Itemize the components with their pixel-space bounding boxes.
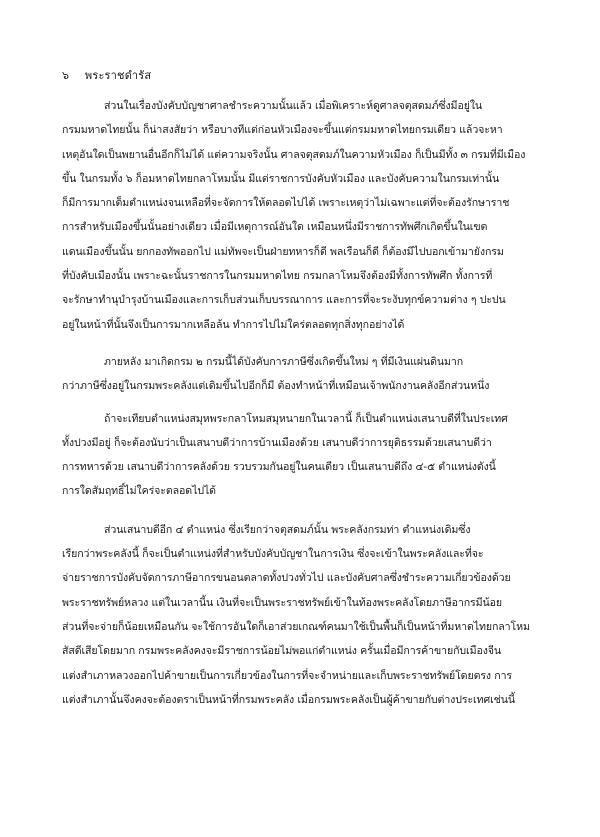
text-line: แต่งสำเภานั้นจึงคงจะต้องตราเป็นหน้าที่กรมพระคลัง เมื่อกรมพระคลังเป็นผู้ค้าขายกับต่างประเทศเช่นนี้ bbox=[62, 693, 515, 706]
text-line: ถ้าจะเทียบตำแหน่งสมุหพระกลาโหมสมุหนายกในเวลานี้ ก็เป็นตำแหน่งเสนาบดีที่ในประเทศ bbox=[104, 412, 508, 425]
page-header bbox=[62, 66, 151, 84]
text-line: แต่งสำเภาหลวงออกไปค้าขายเป็นการเกี่ยวข้องในการที่จะจำหน่ายและเก็บพระราชทรัพย์โดยตรง การ bbox=[62, 669, 513, 682]
paragraph bbox=[62, 94, 562, 337]
text-line: ส่วนที่จะจ่ายก็น้อยเหมือนกัน จะใช้การอันใดก็เอาส่วยเกณฑ์คนมาใช้เป็นพื้นก็เป็นหน้าที่มหาดไทยกลาโหม bbox=[62, 620, 530, 633]
text-line: การสำหรับเมืองขึ้นนั้นอย่างเดียว เมื่อมีเหตุการณ์อันใด เหมือนหนึ่งมีราชการทัพศึกเกิดขึ้นในเขต bbox=[62, 221, 488, 234]
text-line: การทหารด้วย เสนาบดีว่าการคลังด้วย รวบรวมกันอยู่ในคนเดียว เป็นเสนาบดีถึง ๔-๕ ตำแหน่งดังนี้ bbox=[62, 461, 496, 474]
text-line: ส่วนในเรื่องบังคับบัญชาศาลชำระความนั้นแล้ว เมื่อพิเคราะห์ดูศาลจตุสดมภ์ซึ่งมีอยู่ใน bbox=[104, 100, 483, 112]
text-line: พระราชทรัพย์หลวง แต่ในเวลานี้น เงินที่จะเป็นพระราชทรัพย์เข้าในท้องพระคลังโดยภาษีอากรมีน้อย bbox=[62, 596, 503, 609]
text-line: สัสดีเสียโดยมาก กรมพระคลังคงจะมีราชการน้อยไม่พอแก่ตำแหน่ง ครั้นเมื่อมีการค้าขายกับเมืองจีน bbox=[62, 645, 502, 658]
paragraph bbox=[62, 518, 562, 712]
text-line: กว่าภาษีซึ่งอยู่ในกรมพระคลังแต่เดิมขึ้นไปอีกก็มี ต้องทำหน้าที่เหมือนเจ้าพนักงานคลังอีกส่วนหนึ่ง bbox=[62, 380, 490, 393]
text-line: เหตุอันใดเป็นพยานอื่นอีกก็ไม่ได้ แต่ความจริงนั้น ศาลจตุสดมภ์ในความหัวเมือง ก็เป็นมีทั้ง ๓ กรมที่มีเมือง bbox=[62, 148, 526, 161]
text-line: เรียกว่าพระคลังนี้ ก็จะเป็นตำแหน่งที่สำหรับบังคับบัญชาในการเงิน ซึ่งจะเข้าในพระคลังและที่จะ bbox=[62, 548, 484, 561]
text-line: ทั้งปวงมีอยู่ ก็จะต้องนับว่าเป็นเสนาบดีว่าการบ้านเมืองด้วย เสนาบดีว่าการยุติธรรมด้วยเสนาบดีว่า bbox=[62, 436, 492, 449]
text-line: ส่วนเสนาบดีอีก ๔ ตำแหน่ง ซึ่งเรียกว่าจตุสดมภ์นั้น พระคลังกรมท่า ตำแหน่งเดิมซึ่ง bbox=[104, 523, 471, 536]
text-line: จะรักษาทำนุบำรุงบ้านเมืองและการเก็บส่วนเก็บบรรณาการ และการที่จะระงับทุกข์ความต่าง ๆ ปะปน bbox=[62, 294, 506, 307]
page-number: ๖ bbox=[62, 69, 70, 82]
running-title: พระราชดำรัส bbox=[84, 69, 152, 82]
text-line: ที่บังคับเมืองนั้น เพราะฉะนั้นราชการในกรมมหาดไทย กรมกลาโหมจึงต้องมีทั้งการทัพศึก ทั้งการที่ bbox=[62, 270, 493, 283]
text-line: ภายหลัง มาเกิดกรม ๒ กรมนี้ได้บังคับการภาษีซึ่งเกิดขึ้นใหม่ ๆ ที่มีเงินแผ่นดินมาก bbox=[104, 355, 464, 368]
text-line: ขึ้น ในกรมทั้ง ๖ ก็อมหาดไทยกลาโหมนั้น มีแต่ราชการบังคับหัวเมือง และบังคับความในกรมเท่านั้น bbox=[62, 172, 500, 185]
text-line: แดนเมืองขึ้นนั้น ยกกองทัพออกไป แม่ทัพจะเป็นฝ่ายทหารก็ดี พลเรือนก็ดี ก็ต้องมีไปบอกเข้ามายังกรม bbox=[62, 245, 504, 258]
text-line: ก็มีการมากเต็มตำแหน่งจนเหลือที่จะจัดการให้ตลอดไปได้ เพราะเหตุว่าไม่เฉพาะแต่ที่จะต้องรักษาราช bbox=[62, 197, 510, 210]
text-line: การใดสัมฤทธิ์ไม่ใคร่จะตลอดไปได้ bbox=[62, 485, 216, 498]
text-line: กรมมหาดไทยนั้น ก็น่าสงสัยว่า หรือบางทีแต่ก่อนหัวเมืองจะขึ้นแต่กรมมหาดไทยกรมเดียว แล้วจะหา bbox=[62, 124, 503, 137]
paragraph bbox=[62, 350, 562, 399]
text-line: อยู่ในหน้าที่นั้นจึงเป็นการมากเหลือล้น ทำการไปไม่ใคร่ตลอดทุกสิ่งทุกอย่างได้ bbox=[62, 318, 405, 331]
paragraph bbox=[62, 407, 562, 504]
document-body bbox=[62, 94, 562, 725]
text-line: จ่ายราชการบังคับจัดการภาษีอากรขนอนตลาดทั้งปวงทั่วไป และบังคับศาลซึ่งชำระความเกี่ยวข้องด้วย bbox=[62, 572, 511, 585]
